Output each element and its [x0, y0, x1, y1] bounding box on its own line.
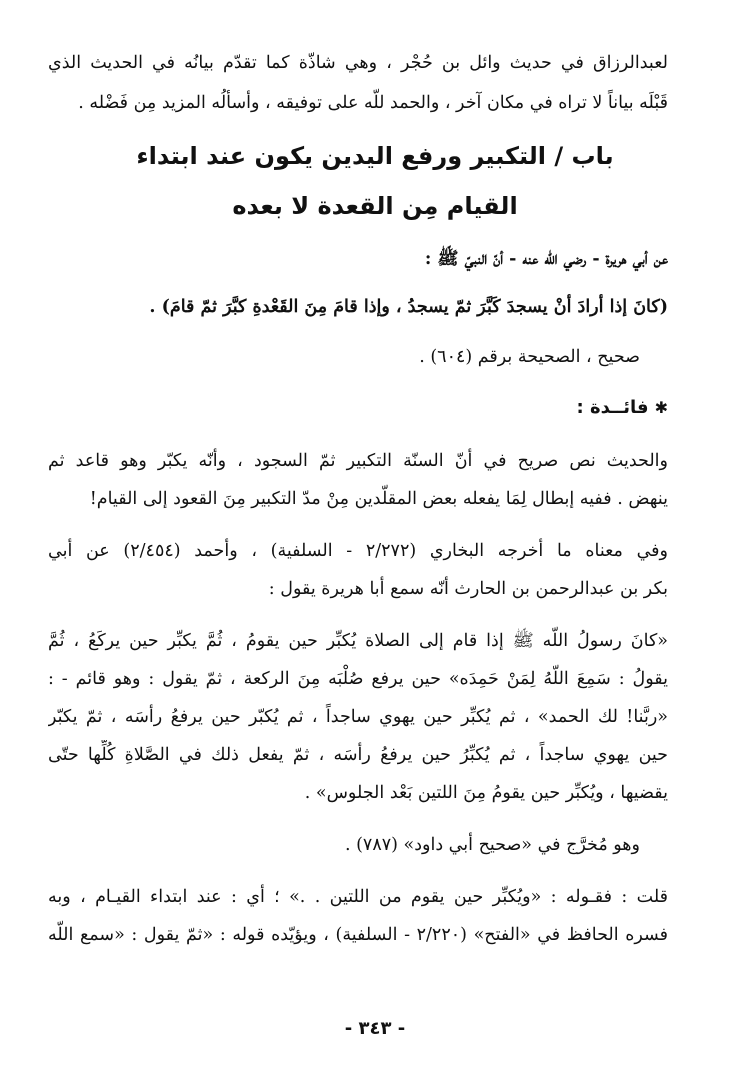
intro-line-1: لعبدالرزاق في حديث وائل بن حُجْر ، وهي شاذّة كما تقدّم بيانُه في الحديث الذي	[48, 53, 668, 73]
quote-line-3: «ربَّنا! لك الحمد» ، ثم يُكبِّر حين يهوي ساجداً ، ثم يُكبّر حين يرفعُ رأسَه ، ثمّ يكبّر	[48, 707, 668, 727]
quote-line-2: يقولُ : سَمِعَ اللّهُ لِمَنْ حَمِدَه» حين يرفع صُلْبَه مِنَ الركعة ، ثمّ يقول : وهو قائم - :	[48, 669, 668, 689]
benefit-line-2: ينهض . ففيه إبطال لِمَا يفعله بعض المقلّدين مِنْ مدّ التكبير مِنَ القعود إلى القيام!	[89, 489, 668, 509]
quote-line-1: «كانَ رسولُ اللّه ﷺ إذا قام إلى الصلاة يُكبِّر حين يقومُ ، ثُمَّ يكبِّر حين يركَعُ ، ثُمَّ	[48, 631, 668, 651]
chapter-heading-line-1: باب / التكبير ورفع اليدين يكون عند ابتداء	[136, 142, 614, 170]
intro-line-2: قَبْلَه بياناً لا تراه في مكان آخر ، والحمد للّه على توفيقه ، وأسألُه المزيد مِن فَضْله .	[78, 93, 668, 113]
hadith-grading: صحيح ، الصحيحة برقم (٦٠٤) .	[419, 347, 640, 367]
hadith-intro: عن أبي هريرة - رضي اللّه عنه - أنّ النبيّ ﷺ :	[424, 249, 668, 269]
benefit-heading	[576, 397, 668, 418]
quote-line-4: حين يهوي ساجداً ، ثم يُكبِّرُ حين يرفعُ رأسَه ، ثمّ يفعل ذلك في الصَّلاةِ كُلِّها حتّى	[48, 745, 668, 765]
meaning-line-1: وفي معناه ما أخرجه البخاري (٢/٢٧٢ - السلفية) ، وأحمد (٢/٤٥٤) عن أبي	[48, 541, 668, 561]
hadith-text: (كانَ إذا أرادَ أنْ يسجدَ كَبَّرَ ثمّ يسجدُ ، وإذا قامَ مِنَ القَعْدةِ كبَّرَ ثمّ قامَ) .	[149, 297, 668, 317]
benefit-label: فائــدة :	[576, 397, 649, 418]
chapter-heading-line-2: القيام مِن القعدة لا بعده	[232, 192, 518, 220]
asterisk-icon: ✱	[654, 398, 668, 417]
page-number: - ٣٤٣ -	[344, 1018, 406, 1039]
meaning-line-2: بكر بن عبدالرحمن بن الحارث أنّه سمع أبا هريرة يقول :	[268, 579, 668, 599]
benefit-line-1: والحديث نص صريح في أنّ السنّة التكبير ثمّ السجود ، وأنّه يكبّر وهو قاعد ثم	[48, 451, 668, 471]
source-line: وهو مُخرَّج في «صحيح أبي داود» (٧٨٧) .	[344, 835, 640, 855]
closing-line-1: قلت : فقـوله : «ويُكبِّر حين يقوم من اللتين . .» ؛ أي : عند ابتداء القيـام ، وبه	[48, 887, 668, 907]
quote-line-5: يقضيها ، ويُكبِّر حين يقومُ مِنَ اللتين بَعْد الجلوس» .	[304, 783, 668, 803]
closing-line-2: فسره الحافظ في «الفتح» (٢/٢٢٠ - السلفية) ، ويؤيّده قوله : «ثمّ يقول : «سمع اللّه	[48, 925, 668, 945]
